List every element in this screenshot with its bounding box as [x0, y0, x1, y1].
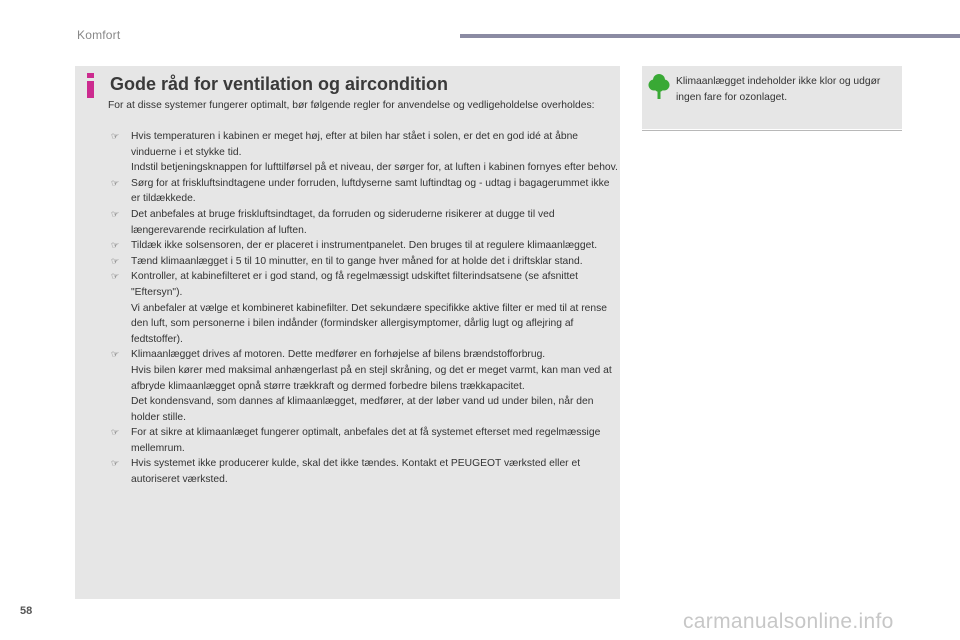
advice-item: [108, 129, 618, 176]
advice-item: [108, 456, 618, 487]
advice-paragraph: Hvis bilen kører med maksimal anhængerlast på en stejl skråning, og det er meget varmt, kan man ved at afbryde klimaanlægget opnå større trækkraft og dermed forbedre bilens trækkapacitet.: [131, 364, 612, 392]
advice-paragraph: Hvis systemet ikke producerer kulde, skal det ikke tændes. Kontakt et PEUGEOT værksted eller et autoriseret værksted.: [131, 458, 581, 486]
pointing-hand-icon: ☞: [111, 458, 120, 469]
intro-text: For at disse systemer fungerer optimalt, bør følgende regler for anvendelse og vedligeholdelse overholdes:: [108, 100, 595, 111]
section-title: Komfort: [77, 28, 121, 42]
watermark: carmanualsonline.info: [683, 610, 894, 633]
advice-paragraph: Tænd klimaanlægget i 5 til 10 minutter, en til to gange hver måned for at holde det i driftsklar stand.: [131, 255, 583, 267]
info-icon: [85, 73, 96, 98]
advice-paragraph: For at sikre at klimaanlæget fungerer optimalt, anbefales det at få systemet efterset med regelmæssige mellemrum.: [131, 427, 601, 454]
advice-paragraph: Vi anbefaler at vælge et kombineret kabinefilter. Det sekundære specifikke aktive filter er med til at rense den luft, som personerne i bilen indånder (formindsker allergisymptomer, dårlig lugt og aflejring af fedtstoffer).: [131, 302, 607, 345]
advice-paragraph: Klimaanlægget drives af motoren. Dette medfører en forhøjelse af bilens brændstofforbrug.: [131, 349, 546, 361]
pointing-hand-icon: ☞: [111, 271, 120, 282]
advice-item: [108, 238, 618, 254]
advice-paragraph: Indstil betjeningsknappen for lufttilførsel på et niveau, der sørger for, at luften i kabinen fornyes efter behov.: [131, 162, 618, 174]
pointing-hand-icon: ☞: [111, 208, 120, 219]
header-bar: [460, 34, 960, 38]
advice-item: [108, 425, 618, 456]
advice-item: [108, 347, 618, 425]
page-title: Gode råd for ventilation og aircondition: [110, 74, 449, 94]
side-divider: [642, 130, 902, 131]
advice-item: [108, 254, 618, 270]
advice-paragraph: Sørg for at friskluftsindtagene under forruden, luftdyserne samt luftindtag og - udtag i bagagerummet ikke er tildækkede.: [131, 177, 610, 205]
pointing-hand-icon: ☞: [111, 349, 120, 360]
advice-paragraph: Det kondensvand, som dannes af klimaanlægget, medfører, at der løber vand ud under bilen, når den holder stille.: [131, 396, 594, 423]
page-number: 58: [20, 605, 33, 617]
pointing-hand-icon: ☞: [111, 131, 120, 141]
main-content-box: [75, 66, 620, 599]
pointing-hand-icon: ☞: [111, 177, 120, 188]
advice-paragraph: Kontroller, at kabinefilteret er i god stand, og få regelmæssigt udskiftet filterindsatsene (se afsnittet "Eftersyn").: [131, 271, 579, 298]
advice-paragraph: Det anbefales at bruge friskluftsindtaget, da forruden og sideruderne risikerer at dugge til ved længerevarende recirkulation af luften.: [131, 208, 555, 236]
advice-item: [108, 269, 618, 347]
advice-item: [108, 207, 618, 238]
advice-paragraph: Tildæk ikke solsensoren, der er placeret i instrumentpanelet. Den bruges til at regulere klimaanlægget.: [131, 240, 598, 252]
tree-icon: [648, 72, 670, 100]
pointing-hand-icon: ☞: [111, 255, 120, 266]
pointing-hand-icon: ☞: [111, 427, 120, 438]
advice-list: [108, 129, 618, 488]
advice-paragraph: Hvis temperaturen i kabinen er meget høj, efter at bilen har stået i solen, er det en god idé at åbne vinduerne i et stykke tid.: [131, 131, 579, 158]
pointing-hand-icon: ☞: [111, 240, 120, 251]
environment-note-box: [642, 66, 902, 129]
environment-note: Klimaanlægget indeholder ikke klor og udgør ingen fare for ozonlaget.: [676, 76, 881, 103]
advice-item: [108, 176, 618, 207]
